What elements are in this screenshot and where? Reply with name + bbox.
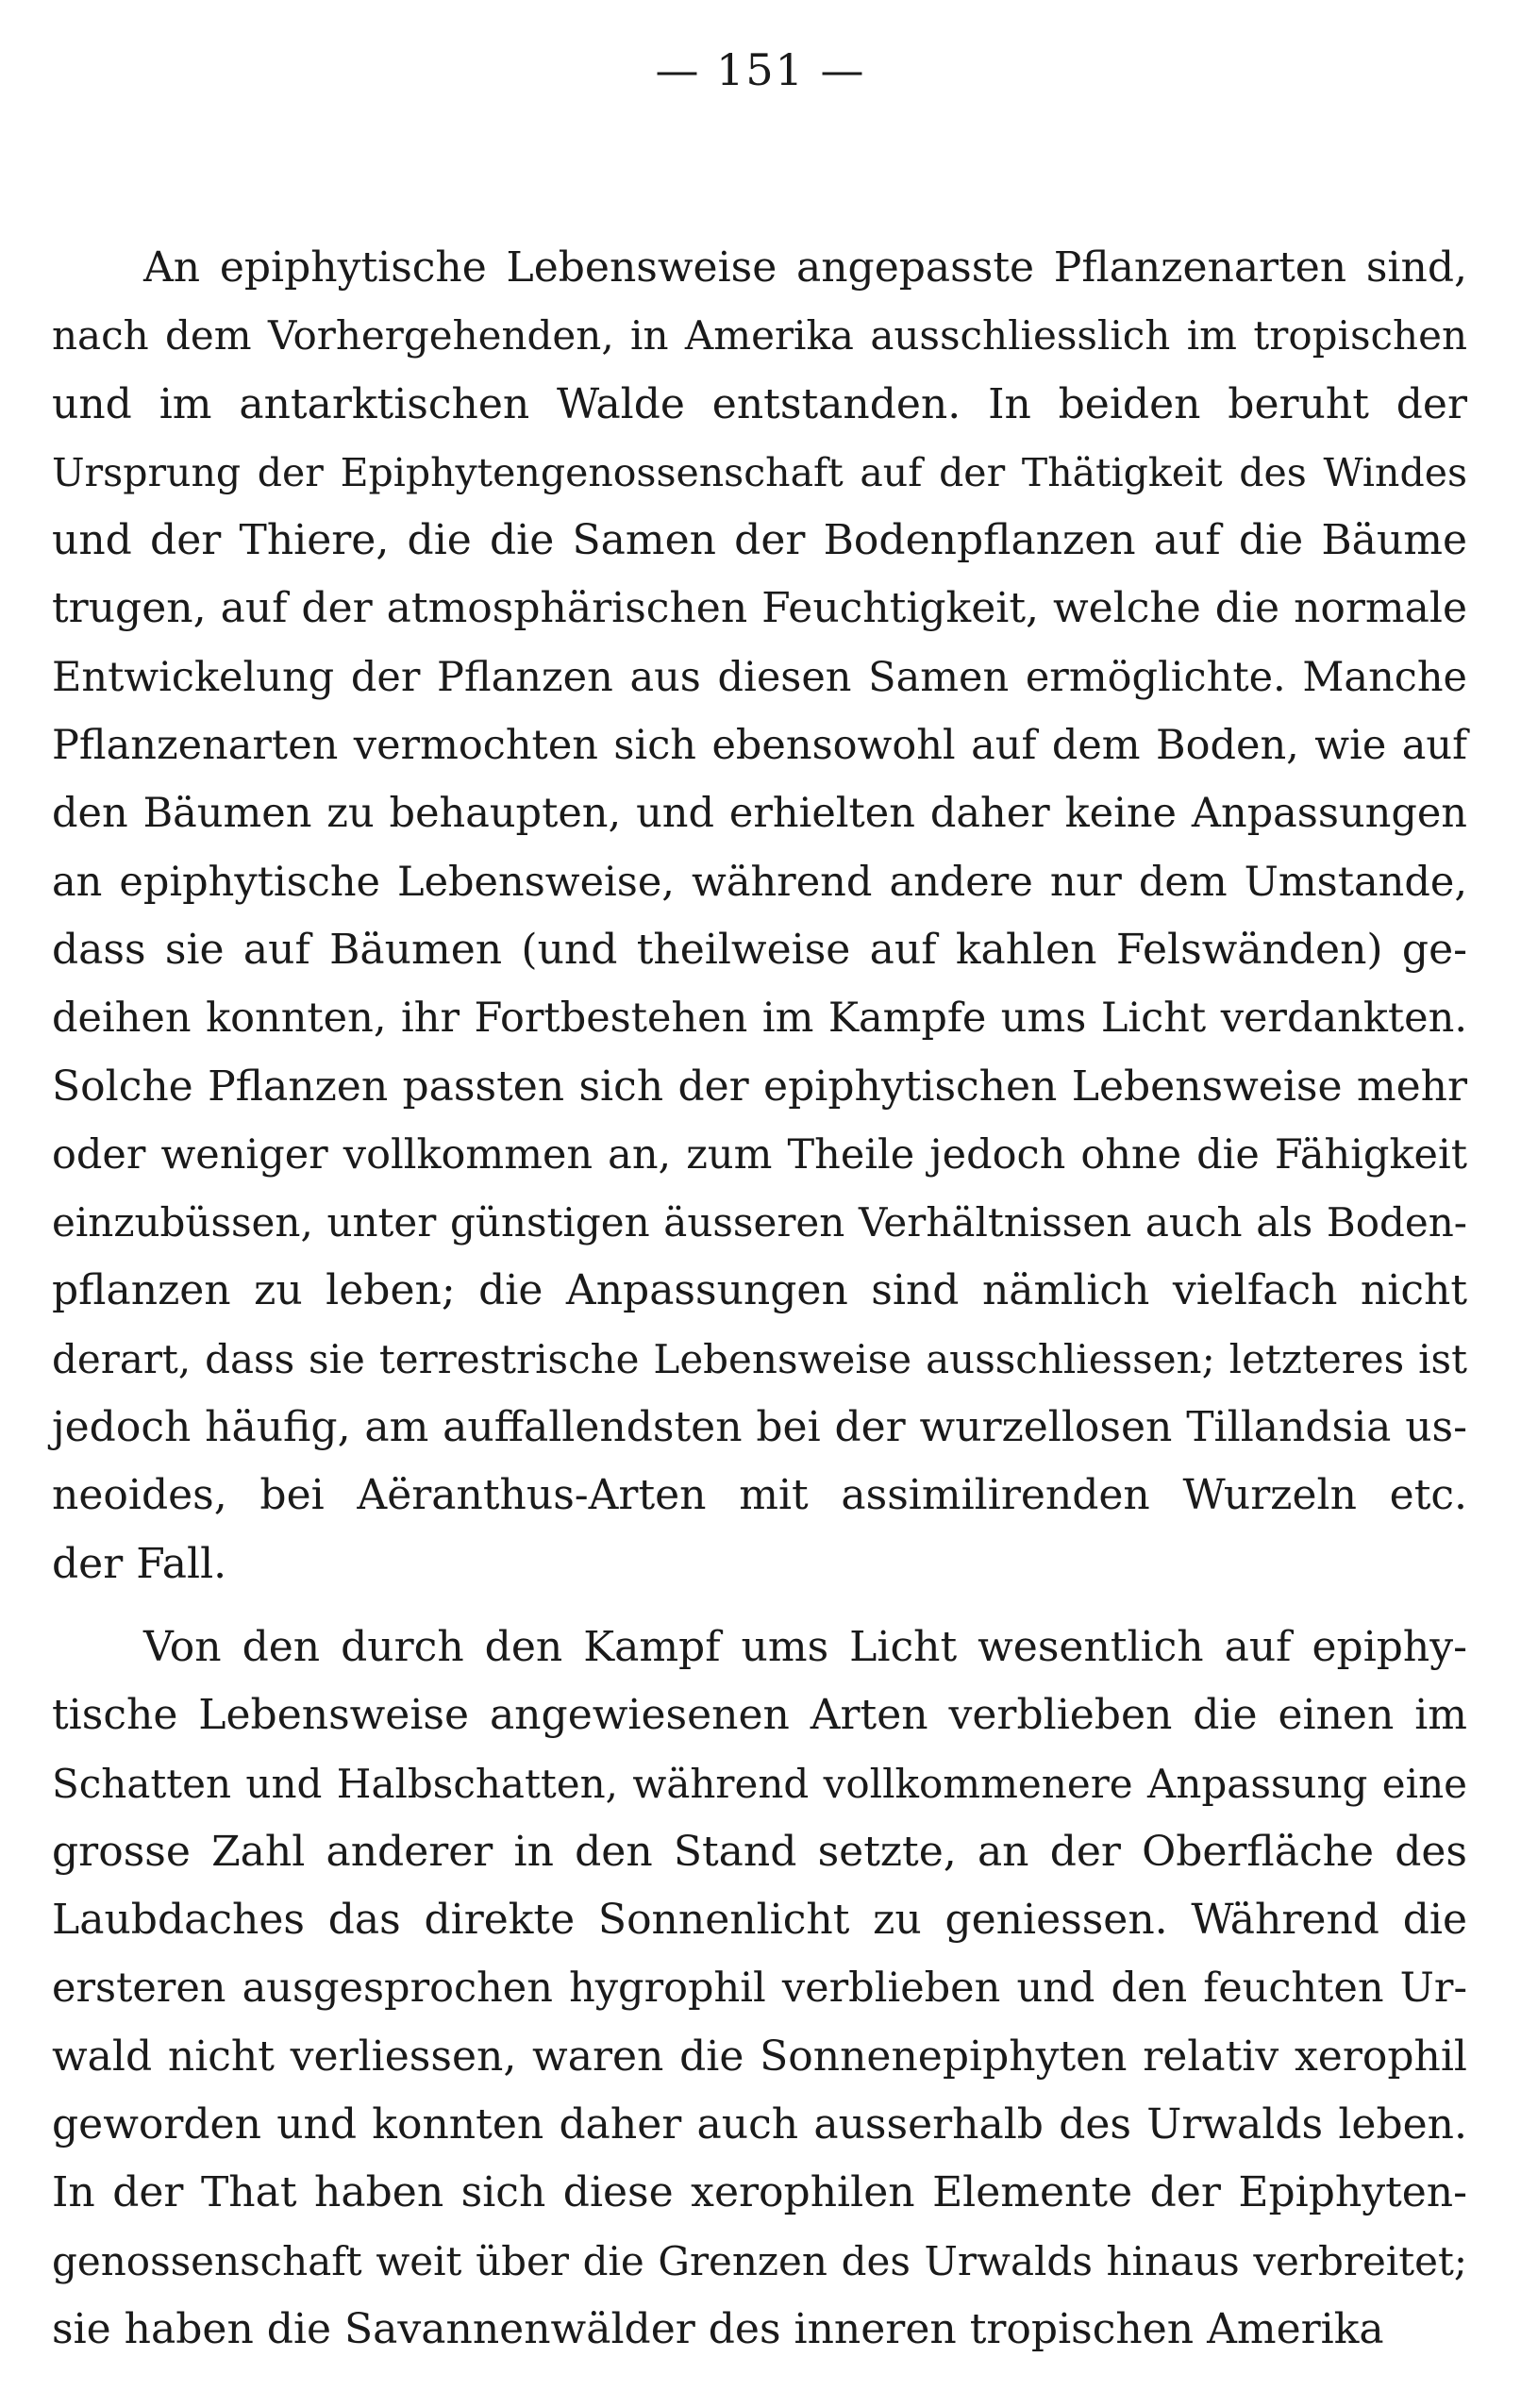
text-line: an epiphytische Lebensweise, während andere nur dem Umstande, xyxy=(52,858,1467,906)
text-line: Pflanzenarten vermochten sich ebensowohl auf dem Boden, wie auf xyxy=(52,722,1467,770)
text-line: ersteren ausgesprochen hygrophil verblieben und den feuchten Ur- xyxy=(52,1965,1467,2013)
text-line: der Fall. xyxy=(52,1539,227,1588)
text-line: tische Lebensweise angewiesenen Arten verblieben die einen im xyxy=(52,1691,1467,1740)
text-line: dass sie auf Bäumen (und theilweise auf kahlen Felswänden) ge- xyxy=(52,925,1467,974)
text-line: einzubüssen, unter günstigen äusseren Verhältnissen auch als Boden- xyxy=(52,1199,1467,1246)
text-line: jedoch häufig, am auffallendsten bei der wurzellosen Tillandsia us- xyxy=(52,1403,1467,1452)
text-line: An epiphytische Lebensweise angepasste Pflanzenarten sind, xyxy=(143,243,1467,292)
text-line: derart, dass sie terrestrische Lebensweise ausschliessen; letzteres ist xyxy=(52,1335,1467,1382)
text-line: sie haben die Savannenwälder des inneren tropischen Amerika xyxy=(52,2304,1384,2353)
text-line: nach dem Vorhergehenden, in Amerika ausschliesslich im tropischen xyxy=(52,312,1467,360)
paragraph-1 xyxy=(52,234,1467,1598)
text-line: oder weniger vollkommen an, zum Theile jedoch ohne die Fähigkeit xyxy=(52,1130,1467,1179)
text-line: Ursprung der Epiphytengenossenschaft auf der Thätigkeit des Windes xyxy=(52,449,1467,495)
text-line: Entwickelung der Pflanzen aus diesen Samen ermöglichte. Manche xyxy=(52,653,1467,701)
paragraph-2 xyxy=(52,1614,1467,2364)
text-line: Schatten und Halbschatten, während vollkommenere Anpassung eine xyxy=(52,1760,1467,1807)
text-line: und der Thiere, die die Samen der Bodenpflanzen auf die Bäume xyxy=(52,516,1467,565)
text-line: den Bäumen zu behaupten, und erhielten daher keine Anpassungen xyxy=(52,790,1467,838)
text-line: trugen, auf der atmosphärischen Feuchtigkeit, welche die normale xyxy=(52,584,1467,633)
text-line: Laubdaches das direkte Sonnenlicht zu geniessen. Während die xyxy=(52,1896,1467,1945)
text-line: deihen konnten, ihr Fortbestehen im Kampfe ums Licht verdankten. xyxy=(52,995,1467,1043)
text-line: geworden und konnten daher auch ausserhalb des Urwalds leben. xyxy=(52,2100,1467,2149)
text-line: In der That haben sich diese xerophilen Elemente der Epiphyten- xyxy=(52,2168,1467,2217)
text-line: Solche Pflanzen passten sich der epiphytischen Lebensweise mehr xyxy=(52,1062,1467,1111)
text-line: Von den durch den Kampf ums Licht wesentlich auf epiphy- xyxy=(143,1623,1467,1671)
text-line: wald nicht verliessen, waren die Sonnenepiphyten relativ xerophil xyxy=(52,2032,1467,2081)
page-number: — 151 — xyxy=(655,44,866,95)
text-line: neoides, bei Aëranthus-Arten mit assimilirenden Wurzeln etc. xyxy=(52,1471,1467,1520)
text-line: grosse Zahl anderer in den Stand setzte, an der Oberfläche des xyxy=(52,1827,1467,1876)
text-line: pflanzen zu leben; die Anpassungen sind nämlich vielfach nicht xyxy=(52,1266,1467,1315)
text-line: genossenschaft weit über die Grenzen des Urwalds hinaus verbreitet; xyxy=(52,2237,1467,2284)
text-line: und im antarktischen Walde entstanden. In beiden beruht der xyxy=(52,379,1467,428)
